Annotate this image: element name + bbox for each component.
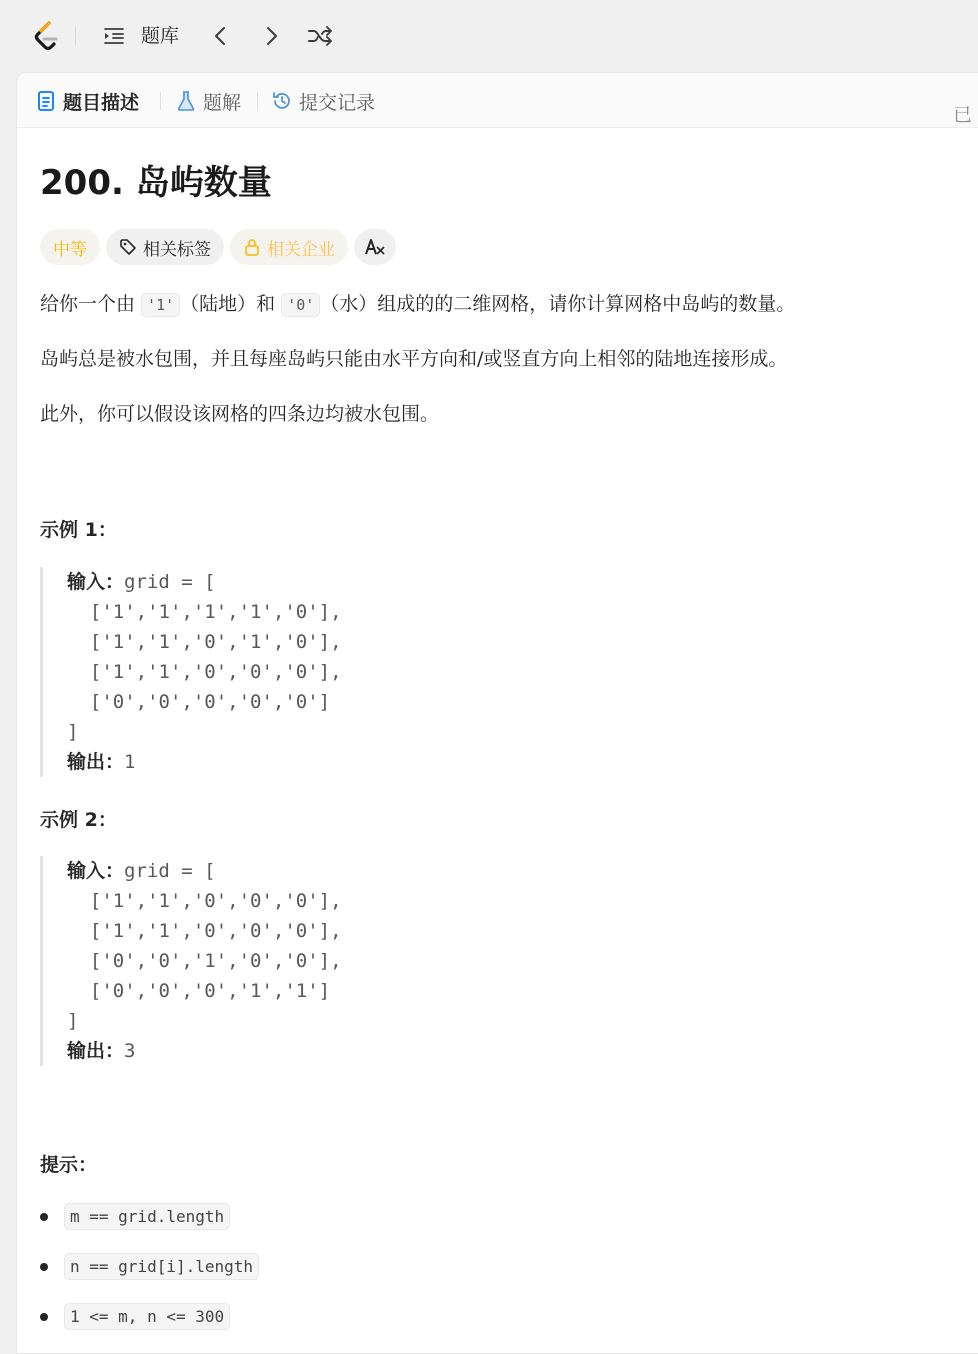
grid-close: ] <box>67 721 79 743</box>
input-head: grid = [ <box>124 571 216 593</box>
related-tags-label: 相关标签 <box>143 239 211 260</box>
problem-panel <box>16 72 978 1354</box>
tab-solutions[interactable] <box>175 87 241 115</box>
output-label: 输出： <box>67 751 125 773</box>
problem-title[interactable]: 200. 岛屿数量 <box>40 163 272 203</box>
problem-bank-link[interactable]: 题库 <box>141 25 180 47</box>
grid-row: ['0','0','0','1','1'] <box>67 980 331 1002</box>
example-1-heading: 示例 1： <box>40 519 117 541</box>
tab-description[interactable] <box>35 87 139 115</box>
panel-tabs <box>17 73 978 128</box>
output-value: 1 <box>124 751 136 773</box>
tag-icon <box>119 238 137 256</box>
flask-icon <box>175 90 197 112</box>
hint-code: n == grid[i].length <box>64 1253 259 1280</box>
translate-icon <box>364 237 386 257</box>
example-1-block <box>40 567 667 777</box>
related-tags-button[interactable] <box>106 229 224 265</box>
grid-row: ['1','1','0','0','0'], <box>67 920 342 942</box>
translate-button[interactable] <box>354 229 396 265</box>
description-paragraph-1 <box>40 291 795 318</box>
grid-row: ['0','0','1','0','0'], <box>67 950 342 972</box>
example-2-heading: 示例 2： <box>40 809 117 831</box>
desc-text: （水）组成的的二维网格，请你计算网格中岛屿的数量。 <box>320 293 796 315</box>
output-label: 输出： <box>67 1040 125 1062</box>
grid-close: ] <box>67 1010 79 1032</box>
previous-problem-icon[interactable] <box>208 22 234 50</box>
difficulty-badge: 中等 <box>40 229 100 265</box>
history-icon <box>271 90 293 112</box>
input-label: 输入： <box>67 860 125 882</box>
bullet-icon <box>40 1313 48 1321</box>
tab-submissions[interactable] <box>271 87 375 115</box>
grid-row: ['1','1','0','0','0'], <box>67 661 342 683</box>
tab-solutions-label: 题解 <box>203 91 242 114</box>
top-bar <box>0 0 978 72</box>
description-paragraph-3: 此外，你可以假设该网格的四条边均被水包围。 <box>40 403 440 425</box>
document-icon <box>35 90 57 112</box>
next-problem-icon[interactable] <box>258 22 284 50</box>
tab-description-label: 题目描述 <box>63 91 140 114</box>
related-companies-button[interactable] <box>230 229 348 265</box>
grid-row: ['1','1','0','0','0'], <box>67 890 342 912</box>
hints-heading: 提示： <box>40 1154 98 1176</box>
tab-divider <box>160 92 161 110</box>
problem-list-icon[interactable] <box>102 24 126 48</box>
grid-row: ['0','0','0','0','0'] <box>67 691 331 713</box>
lock-icon <box>243 238 261 256</box>
inline-code: '1' <box>141 293 180 317</box>
solved-status-text: 已 <box>953 104 973 126</box>
list-item <box>40 1203 230 1230</box>
bullet-icon <box>40 1213 48 1221</box>
random-problem-icon[interactable] <box>305 22 335 50</box>
grid-row: ['1','1','1','1','0'], <box>67 601 342 623</box>
list-item <box>40 1253 259 1280</box>
grid-row: ['1','1','0','1','0'], <box>67 631 342 653</box>
inline-code: '0' <box>281 293 320 317</box>
example-2-block <box>40 856 667 1066</box>
divider <box>75 26 76 46</box>
related-companies-label: 相关企业 <box>267 239 335 260</box>
output-value: 3 <box>124 1040 136 1062</box>
tab-submissions-label: 提交记录 <box>299 91 376 114</box>
leetcode-logo-icon[interactable] <box>32 20 62 52</box>
bullet-icon <box>40 1263 48 1271</box>
tab-divider <box>257 92 258 110</box>
hint-code: 1 <= m, n <= 300 <box>64 1303 230 1330</box>
input-label: 输入： <box>67 571 125 593</box>
desc-text: （陆地）和 <box>180 293 282 315</box>
badge-row <box>40 229 396 265</box>
desc-text: 给你一个由 <box>40 293 142 315</box>
description-paragraph-2: 岛屿总是被水包围，并且每座岛屿只能由水平方向和/或竖直方向上相邻的陆地连接形成。 <box>40 348 788 370</box>
hint-code: m == grid.length <box>64 1203 230 1230</box>
input-head: grid = [ <box>124 860 216 882</box>
